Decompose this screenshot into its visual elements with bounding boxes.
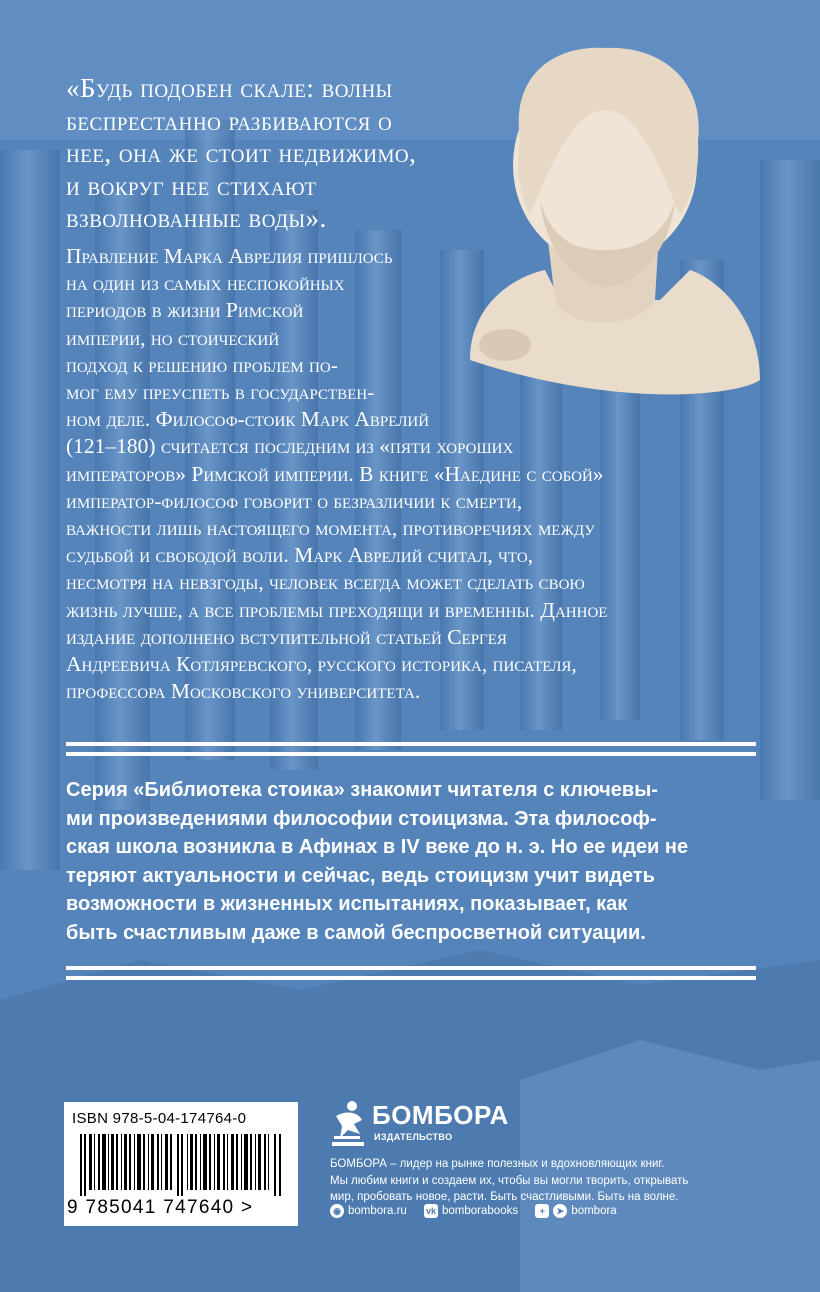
description-line: на один из самых неспокойных xyxy=(66,271,345,296)
bombora-logo-icon xyxy=(330,1098,366,1150)
series-line: быть счастливым даже в самой беспросветной ситуации. xyxy=(66,921,646,944)
description-line: несмотря на невзгоды, человек всегда может сделать свою xyxy=(66,570,585,595)
barcode-bars xyxy=(80,1134,282,1196)
book-description xyxy=(66,243,607,705)
divider-bottom xyxy=(66,976,756,980)
description-line: подход к решению проблем по- xyxy=(66,352,338,377)
quote-line: нее, она же стоит недвижимо, xyxy=(66,138,417,168)
about-line: Мы любим книги и создаем их, чтобы вы могли творить, открывать xyxy=(330,1174,689,1187)
epigraph-quote xyxy=(66,72,486,235)
social-link-telegram[interactable] xyxy=(535,1204,616,1218)
barcode-digits: 9 785041 747640 > xyxy=(67,1197,254,1218)
series-line: ми произведениями философии стоицизма. Эта философ- xyxy=(66,807,657,830)
description-line: императоров» Римской империи. В книге «Наедине с собой» xyxy=(66,461,604,486)
series-description xyxy=(66,776,688,948)
about-line: мир, пробовать новое, расти. Быть счастливыми. Быть на волне. xyxy=(330,1191,679,1203)
description-line: Правление Марка Аврелия пришлось xyxy=(66,244,393,268)
isbn-label: ISBN 978-5-04-174764-0 xyxy=(72,1110,247,1127)
series-line: возможности в жизненных испытаниях, показывает, как xyxy=(66,893,628,916)
description-line: мог ему преуспеть в государствен- xyxy=(66,380,375,405)
description-line: ном деле. Философ-стоик Марк Аврелий xyxy=(66,407,430,432)
quote-line: и вокруг нее стихают xyxy=(66,170,317,201)
social-link-website[interactable] xyxy=(330,1204,407,1218)
divider-top-inner xyxy=(66,752,756,756)
divider-top xyxy=(66,742,756,746)
social-label: bombora.ru xyxy=(348,1205,407,1217)
about-line: БОМБОРА – лидер на рынке полезных и вдохновляющих книг. xyxy=(330,1158,665,1170)
publisher-subtitle: ИЗДАТЕЛЬСТВО xyxy=(374,1132,453,1142)
description-line: (121–180) считается последним из «пяти хороших xyxy=(66,434,514,459)
description-line: периодов в жизни Римской xyxy=(66,298,304,323)
description-line: император-философ говорит о безразличии к смерти, xyxy=(66,488,523,513)
quote-line: беспрестанно разбиваются о xyxy=(66,105,393,136)
description-line: жизнь лучше, а все проблемы преходящи и временны. Данное xyxy=(66,597,608,622)
description-line: Андреевича Котляревского, русского историка, писателя, xyxy=(66,652,577,677)
series-line: Серия «Библиотека стоика» знакомит читателя с ключевы- xyxy=(66,779,658,801)
divider-bottom-inner xyxy=(66,966,756,970)
telegram-icon: ➤ xyxy=(553,1204,567,1218)
series-line: ская школа возникла в Афинах в IV веке до н. э. Но ее идеи не xyxy=(66,836,689,859)
description-line: империи, но стоический xyxy=(66,325,280,350)
vk-icon: vk xyxy=(426,1206,437,1216)
social-label: bombora xyxy=(571,1205,617,1217)
series-line: теряют актуальности и сейчас, ведь стоицизм учит видеть xyxy=(66,864,655,887)
description-line: профессора Московского университета. xyxy=(66,679,421,704)
globe-icon: ◉ xyxy=(330,1204,344,1218)
social-links xyxy=(330,1204,631,1218)
chat-icon: + xyxy=(535,1204,549,1218)
description-line: издание дополнено вступительной статьей Сергея xyxy=(66,624,507,649)
social-link-vk[interactable] xyxy=(424,1204,518,1218)
social-label: bomborabooks xyxy=(442,1205,519,1217)
description-line: судьбой и свободой воли. Марк Аврелий считал, что, xyxy=(66,543,534,568)
isbn-barcode xyxy=(64,1102,298,1226)
publisher-about xyxy=(330,1156,750,1206)
quote-line: взволнованные воды». xyxy=(66,203,327,233)
quote-line: «Будь подобен скале: волны xyxy=(66,73,393,103)
description-line: важности лишь настоящего момента, противоречиях между xyxy=(66,516,595,541)
publisher-name: БОМБОРА xyxy=(372,1100,509,1130)
